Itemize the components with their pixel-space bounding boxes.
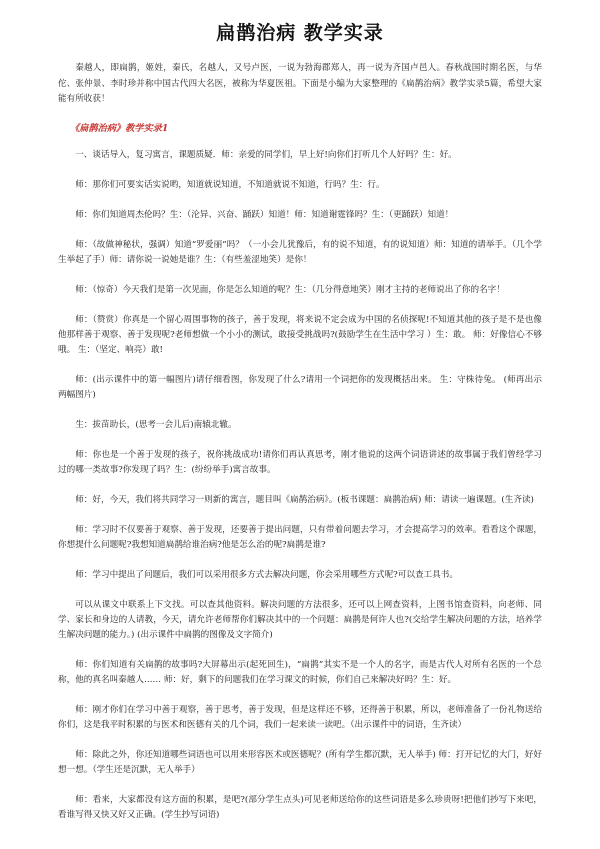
body-paragraph: 可以从课文中联系上下文找。可以查其他资料。解决问题的方法很多，还可以上网查资料，上图书馆查资料，向老师、同学、家长和身边的人请教，今天，请允许老师帮你们解决其中的一个问题：扁鹊是何许人也?(交给学生解决问题的方法，培养学生解决问题的能力。) (出示课件中扁鹊的图像及文字简介) — [58, 599, 542, 640]
body-paragraph: 师：（故做神秘状，强调）知道“罗爱丽”吗？（一小会儿犹豫后，有的说不知道，有的说知道）师：知道的请举手。（几个学生举起了手）师：请你说一说她是谁？生：（有些羞涩地笑）是你！ — [58, 239, 542, 265]
body-paragraph: 师：你也是一个善于发现的孩子，祝你挑战成功!请你们再认真思考，刚才他说的这两个词语讲述的故事属于我们曾经学习过的哪一类故事?你发现了吗？生：(纷纷举手)寓言故事。 — [58, 449, 542, 475]
body-paragraph: 师：学习时不仅要善于观察、善于发现，还要善于提出问题，只有带着问题去学习，才会提高学习的效率。看看这个课题，你想提什么问题呢?我想知道扁鹊给谁治病?他是怎么治的呢?扁鹊是谁? — [58, 524, 542, 550]
body-paragraph: 师：（惊奇）今天我们是第一次见面，你是怎么知道的呢？生：（几分得意地笑）刚才主持的老师说出了你的名字！ — [75, 284, 505, 295]
body-paragraph: 师：(出示课件中的第一幅图片)请仔细看图，你发现了什么?请用一个词把你的发现概括出来。 生：守株待兔。 (师再出示两幅图片) — [58, 374, 542, 400]
intro-paragraph: 秦越人，即扁鹊，姬姓，秦氏，名越人，又号卢医，一说为勃海郡郑人，再一说为齐国卢邑人。春秋战国时期名医，与华佗、张仲景、李时珍并称中国古代四大名医，被称为华夏医祖。下面是小编为大家整理的《扁鹊治病》教学实录5篇，希望大家能有所收获！ — [58, 63, 542, 104]
body-paragraph: 生：拔苗助长，(思考一会儿后)南辕北辙。 — [75, 419, 237, 430]
body-paragraph: 师：除此之外，你还知道哪些词语也可以用来形容医术或医德呢？(所有学生都沉默，无人举手) 师：打开记忆的大门，好好想一想。（学生还是沉默，无人举手） — [58, 749, 542, 775]
body-paragraph: 师：刚才你们在学习中善于观察，善于思考，善于发现，但是这样还不够，还得善于积累，所以，老师准备了一份礼物送给你们，这是我平时积累的与医术和医德有关的几个词，我们一起来读一读吧。（出示课件中的词语，生齐读） — [58, 704, 542, 730]
body-paragraph: 师：那你们可要实话实说哟，知道就说知道，不知道就说不知道，行吗？生：行。 — [75, 179, 385, 190]
body-paragraph: 师：你们知道有关扁鹊的故事吗?大屏幕出示(起死回生)，“扁鹊”其实不是一个人的名字，而是古代人对所有名医的一个总称，他的真名叫秦越人…… 师：好，剩下的问题我们在学习课文的时候，你们自己来解决好吗？生：好。 — [58, 659, 542, 685]
body-paragraph: 师：好，今天，我们将共同学习一则新的寓言，题目叫《扁鹊治病》。(板书课题：扁鹊治病) 师：请读一遍课题。(生齐读) — [75, 494, 534, 505]
body-paragraph: 师：你们知道周杰伦吗？生：（沦异、兴奋、踊跃）知道！师：知道谢霆锋吗？生：（更踊跃）知道！ — [75, 209, 454, 220]
body-paragraph: 师：（赞赏）你真是一个留心周围事物的孩子，善于发现，将来说不定会成为中国的名侦探呢!不知道其他的孩子是不是也像他那样善于观察、善于发现呢?老师想做一个小小的测试，敢接受挑战吗?(鼓励学生在生活中学习 ）生：敢。 师：好像信心不够哦。 生：（坚定、响亮）敢! — [58, 314, 542, 355]
page-title: 扁鹊治病 教学实录 — [216, 22, 384, 44]
body-paragraph: 师：学习中提出了问题后，我们可以采用很多方式去解决问题，你会采用哪些方式呢?可以查工具书。 — [75, 569, 458, 580]
section-subtitle: 《扁鹊治病》教学实录1 — [70, 122, 169, 134]
body-paragraph: 一、谈话导入，复习寓言，课题质疑．师：亲爱的同学们，早上好!向你们打听几个人好吗？生：好。 — [75, 149, 457, 160]
body-paragraph: 师：看来，大家都没有这方面的积累，是吧?(部分学生点头)可见老师送给你的这些词语是多么珍贵呀!把他们抄写下来吧，看谁写得又快又好又正确。(学生抄写词语) — [58, 794, 542, 820]
